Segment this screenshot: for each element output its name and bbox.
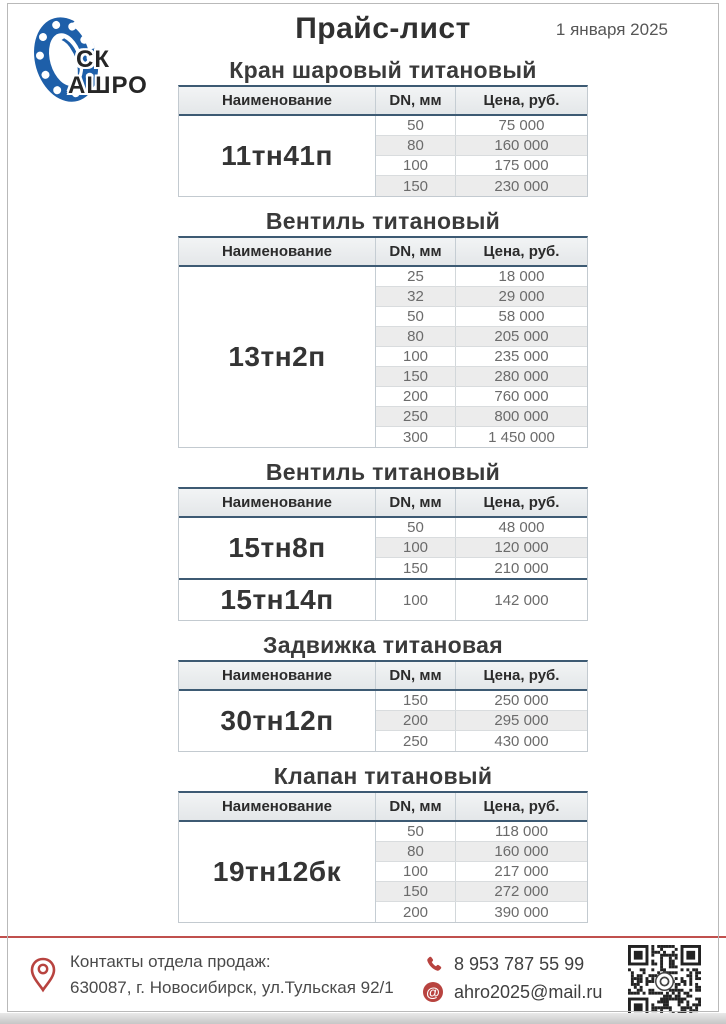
dn-value: 80	[376, 136, 456, 155]
product-rows	[376, 116, 587, 196]
product-rows	[376, 822, 587, 922]
table-header-row	[179, 87, 587, 116]
price-table	[178, 487, 588, 621]
price-section	[178, 55, 588, 197]
table-row	[376, 842, 587, 862]
price-table	[178, 85, 588, 197]
email-at-icon: @	[420, 982, 446, 1002]
product-rows	[376, 580, 587, 620]
dn-value: 50	[376, 307, 456, 326]
table-row	[376, 902, 587, 922]
table-row	[376, 882, 587, 902]
price-table	[178, 660, 588, 752]
dn-value: 80	[376, 327, 456, 346]
price-value: 160 000	[494, 137, 549, 154]
table-row	[376, 822, 587, 842]
product-group	[179, 580, 587, 620]
email-address: ahro2025@mail.ru	[454, 981, 603, 1002]
price-value: 280 000	[494, 368, 549, 385]
document-date: 1 января 2025	[555, 20, 668, 39]
page-bottom-shadow	[0, 1013, 726, 1024]
table-row	[376, 307, 587, 327]
table-row	[376, 156, 587, 176]
table-row	[376, 367, 587, 387]
qr-code	[628, 945, 701, 1018]
dn-value: 200	[376, 387, 456, 406]
column-header-dn: DN, мм	[376, 662, 456, 689]
column-header-dn: DN, мм	[376, 238, 456, 265]
dn-value: 50	[376, 518, 456, 537]
footer	[0, 945, 726, 1013]
table-row	[376, 287, 587, 307]
product-group	[179, 822, 587, 922]
product-rows	[376, 518, 587, 578]
dn-value: 200	[376, 711, 456, 730]
column-header-price: Цена, руб.	[483, 92, 560, 109]
email-row	[420, 978, 602, 1006]
price-value: 760 000	[494, 388, 549, 405]
logo-text-line2: АШРО	[68, 72, 148, 99]
table-row	[376, 116, 587, 136]
location-pin-icon	[30, 957, 56, 993]
dn-value: 150	[376, 691, 456, 710]
section-title: Задвижка титановая	[263, 632, 503, 658]
table-row	[376, 580, 587, 620]
table-header-row	[179, 489, 587, 518]
dn-value: 300	[376, 427, 456, 447]
table-row	[376, 711, 587, 731]
section-title: Клапан титановый	[273, 763, 493, 789]
product-group	[179, 518, 587, 580]
table-row	[376, 518, 587, 538]
dn-value: 100	[376, 862, 456, 881]
table-row	[376, 176, 587, 196]
column-header-name: Наименование	[179, 238, 376, 265]
price-value: 29 000	[498, 288, 545, 305]
dn-value: 80	[376, 842, 456, 861]
price-value: 205 000	[494, 328, 549, 345]
footer-contact-text	[70, 949, 394, 1001]
product-name: 30тн12п	[179, 691, 376, 751]
column-header-dn: DN, мм	[376, 87, 456, 114]
price-value: 217 000	[494, 863, 549, 880]
logo-text-line1: СК	[76, 46, 110, 73]
price-value: 235 000	[494, 348, 549, 365]
table-row	[376, 691, 587, 711]
footer-phone-email-block	[420, 950, 602, 1006]
column-header-price: Цена, руб.	[483, 243, 560, 260]
column-header-price: Цена, руб.	[483, 667, 560, 684]
dn-value: 100	[376, 580, 456, 620]
phone-row	[420, 950, 602, 978]
column-header-name: Наименование	[179, 87, 376, 114]
dn-value: 250	[376, 731, 456, 751]
company-logo	[18, 8, 168, 110]
price-value: 272 000	[494, 883, 549, 900]
product-group	[179, 691, 587, 751]
dn-value: 25	[376, 267, 456, 286]
dn-value: 200	[376, 902, 456, 922]
product-rows	[376, 691, 587, 751]
table-row	[376, 538, 587, 558]
price-table	[178, 236, 588, 448]
table-row	[376, 267, 587, 287]
phone-icon	[420, 955, 446, 974]
dn-value: 50	[376, 822, 456, 841]
price-table	[178, 791, 588, 923]
dn-value: 150	[376, 176, 456, 196]
table-row	[376, 427, 587, 447]
dn-value: 32	[376, 287, 456, 306]
table-row	[376, 136, 587, 156]
section-title: Кран шаровый титановый	[229, 57, 537, 83]
table-header-row	[179, 793, 587, 822]
price-value: 160 000	[494, 843, 549, 860]
dn-value: 100	[376, 347, 456, 366]
price-value: 18 000	[498, 268, 545, 285]
table-header-row	[179, 662, 587, 691]
dn-value: 150	[376, 367, 456, 386]
table-row	[376, 558, 587, 578]
table-row	[376, 731, 587, 751]
price-value: 295 000	[494, 712, 549, 729]
price-value: 800 000	[494, 408, 549, 425]
table-row	[376, 862, 587, 882]
price-value: 210 000	[494, 559, 549, 577]
column-header-name: Наименование	[179, 793, 376, 820]
dn-value: 150	[376, 882, 456, 901]
price-value: 75 000	[498, 117, 545, 134]
price-value: 250 000	[494, 692, 549, 709]
price-value: 1 450 000	[488, 428, 555, 446]
product-name: 15тн14п	[179, 580, 376, 620]
table-row	[376, 327, 587, 347]
price-value: 390 000	[494, 903, 549, 921]
dn-value: 100	[376, 538, 456, 557]
section-title: Вентиль титановый	[265, 208, 501, 234]
table-header-row	[179, 238, 587, 267]
price-value: 118 000	[494, 823, 549, 840]
column-header-dn: DN, мм	[376, 489, 456, 516]
price-value: 58 000	[498, 308, 545, 325]
price-section	[178, 457, 588, 621]
price-value: 430 000	[494, 732, 549, 750]
table-row	[376, 407, 587, 427]
product-name: 15тн8п	[179, 518, 376, 578]
page-title: Прайс-лист	[295, 12, 471, 45]
sections-container	[178, 55, 588, 923]
price-section	[178, 761, 588, 923]
section-title: Вентиль титановый	[265, 459, 501, 485]
table-row	[376, 347, 587, 367]
column-header-name: Наименование	[179, 662, 376, 689]
dn-value: 50	[376, 116, 456, 135]
phone-number: 8 953 787 55 99	[454, 953, 585, 974]
footer-divider	[0, 936, 726, 938]
address-text: 630087, г. Новосибирск, ул.Тульская 92/1	[70, 978, 394, 997]
price-section	[178, 206, 588, 448]
price-section	[178, 630, 588, 752]
content-column	[178, 12, 588, 923]
dn-value: 250	[376, 407, 456, 426]
dn-value: 100	[376, 156, 456, 175]
dn-value: 150	[376, 558, 456, 578]
price-value: 48 000	[498, 519, 545, 536]
product-name: 11тн41п	[179, 116, 376, 196]
product-group	[179, 116, 587, 196]
column-header-name: Наименование	[179, 489, 376, 516]
price-value: 142 000	[494, 591, 549, 609]
price-value: 175 000	[494, 157, 549, 174]
price-value: 120 000	[494, 539, 549, 556]
column-header-price: Цена, руб.	[483, 798, 560, 815]
column-header-dn: DN, мм	[376, 793, 456, 820]
column-header-price: Цена, руб.	[483, 494, 560, 511]
table-row	[376, 387, 587, 407]
product-name: 13тн2п	[179, 267, 376, 447]
product-group	[179, 267, 587, 447]
product-rows	[376, 267, 587, 447]
product-name: 19тн12бк	[179, 822, 376, 922]
footer-contacts-block	[30, 949, 394, 1001]
price-value: 230 000	[494, 177, 549, 195]
contacts-label: Контакты отдела продаж:	[70, 952, 271, 971]
